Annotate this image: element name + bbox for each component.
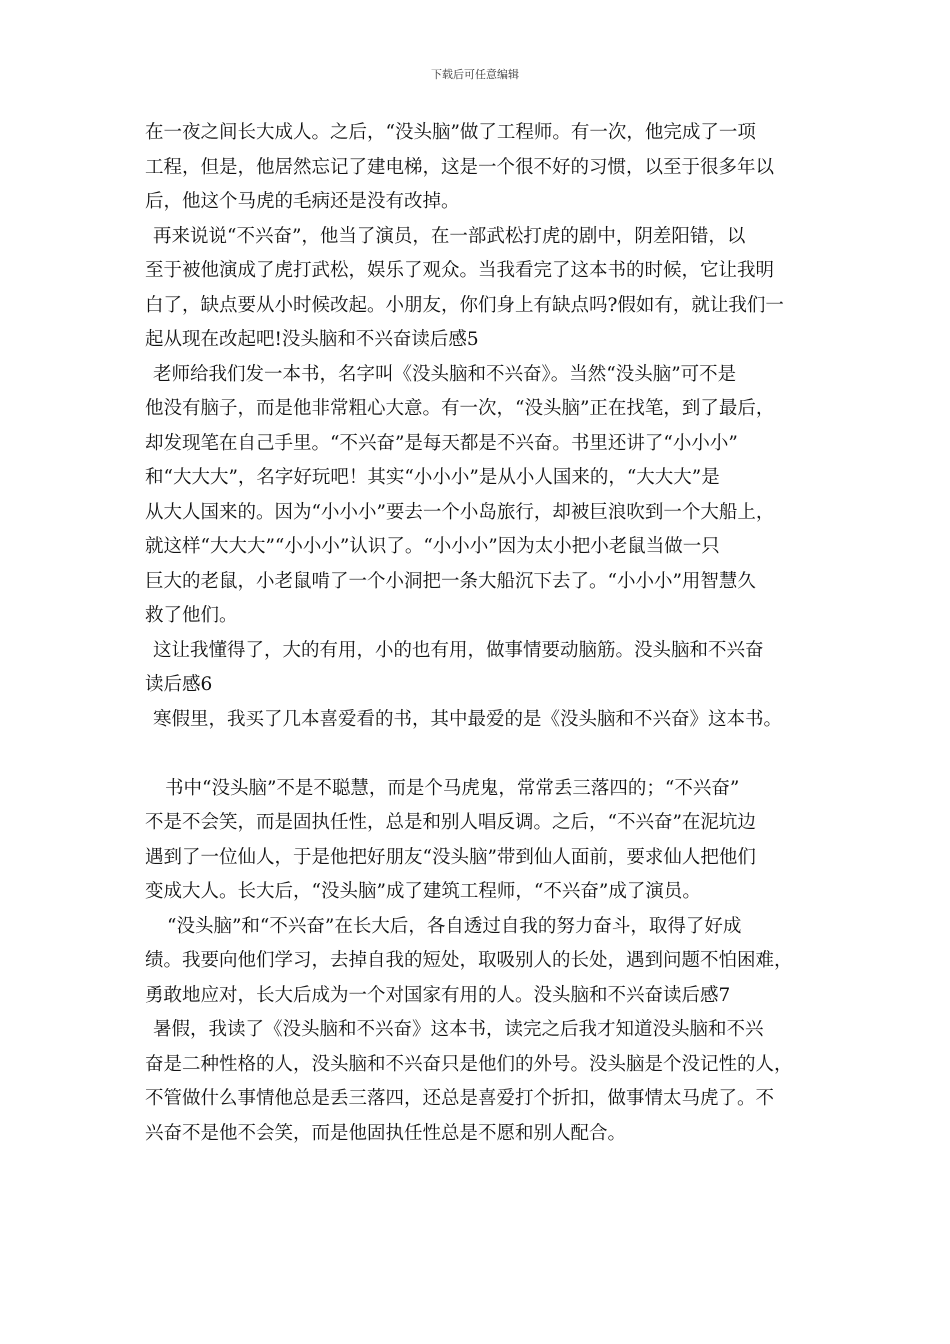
text-line: “没头脑”和“不兴奋”在长大后，各自透过自我的努力奋斗，取得了好成	[167, 915, 742, 937]
text-line: 这让我懂得了，大的有用，小的也有用，做事情要动脑筋。没头脑和不兴奋	[153, 639, 764, 661]
page-header: 下载后可任意编辑	[431, 68, 519, 81]
text-line: 读后感6	[145, 674, 213, 695]
text-line: 兴奋不是他不会笑，而是他固执任性总是不愿和别人配合。	[145, 1122, 627, 1144]
text-line: 后，他这个马虎的毛病还是没有改掉。	[145, 191, 460, 212]
text-line: 和“大大大”，名字好玩吧！其实“小小小”是从小人国来的，“大大大”是	[145, 467, 720, 488]
text-line: 白了，缺点要从小时候改起。小朋友，你们身上有缺点吗?假如有，就让我们一	[145, 294, 784, 316]
text-line: 救了他们。	[145, 605, 238, 626]
text-line: 遇到了一位仙人，于是他把好朋友“没头脑”带到仙人面前，要求仙人把他们	[145, 846, 756, 868]
text-line: 至于被他演成了虎打武松，娱乐了观众。当我看完了这本书的时候，它让我明	[145, 260, 775, 281]
text-line: 从大人国来的。因为“小小小”要去一个小岛旅行，却被巨浪吹到一个大船上，	[145, 501, 775, 523]
text-line: 就这样“大大大”“小小小”认识了。“小小小”因为太小把小老鼠当做一只	[145, 536, 720, 557]
text-line: 暑假，我读了《没头脑和不兴奋》这本书，读完之后我才知道没头脑和不兴	[153, 1019, 764, 1040]
text-line: 不管做什么事情他总是丢三落四，还总是喜爱打个折扣，做事情太马虎了。不	[145, 1088, 775, 1109]
blank-line	[145, 737, 817, 772]
text-line: 老师给我们发一本书，名字叫《没头脑和不兴奋》。当然“没头脑”可不是	[153, 363, 737, 385]
text-line: 勇敢地应对，长大后成为一个对国家有用的人。没头脑和不兴奋读后感7	[145, 984, 731, 1006]
text-line: 工程，但是，他居然忘记了建电梯，这是一个很不好的习惯，以至于很多年以	[145, 156, 775, 178]
text-line: 在一夜之间长大成人。之后，“没头脑”做了工程师。有一次，他完成了一项	[145, 122, 756, 143]
text-line: 书中“没头脑”不是不聪慧，而是个马虎鬼，常常丢三落四的；“不兴奋”	[165, 777, 740, 799]
text-line: 绩。我要向他们学习，去掉自我的短处，取吸别人的长处，遇到问题不怕困难，	[145, 950, 793, 971]
text-line: 却发现笔在自己手里。“不兴奋”是每天都是不兴奋。书里还讲了“小小小”	[145, 432, 738, 454]
document-body	[145, 116, 817, 1151]
text-line: 起从现在改起吧!没头脑和不兴奋读后感5	[145, 329, 479, 350]
text-line: 不是不会笑，而是固执任性，总是和别人唱反调。之后，“不兴奋”在泥坑边	[145, 812, 756, 833]
text-line: 寒假里，我买了几本喜爱看的书，其中最爱的是《没头脑和不兴奋》这本书。	[153, 708, 783, 730]
text-line: 巨大的老鼠，小老鼠啃了一个小洞把一条大船沉下去了。“小小小”用智慧久	[145, 570, 756, 592]
text-line: 再来说说“不兴奋”，他当了演员，在一部武松打虎的剧中，阴差阳错，以	[153, 225, 746, 247]
text-line: 变成大人。长大后，“没头脑”成了建筑工程师，“不兴奋”成了演员。	[145, 881, 701, 902]
text-line: 他没有脑子，而是他非常粗心大意。有一次，“没头脑”正在找笔，到了最后，	[145, 398, 775, 419]
text-line: 奋是二种性格的人，没头脑和不兴奋只是他们的外号。没头脑是个没记性的人，	[145, 1053, 793, 1075]
